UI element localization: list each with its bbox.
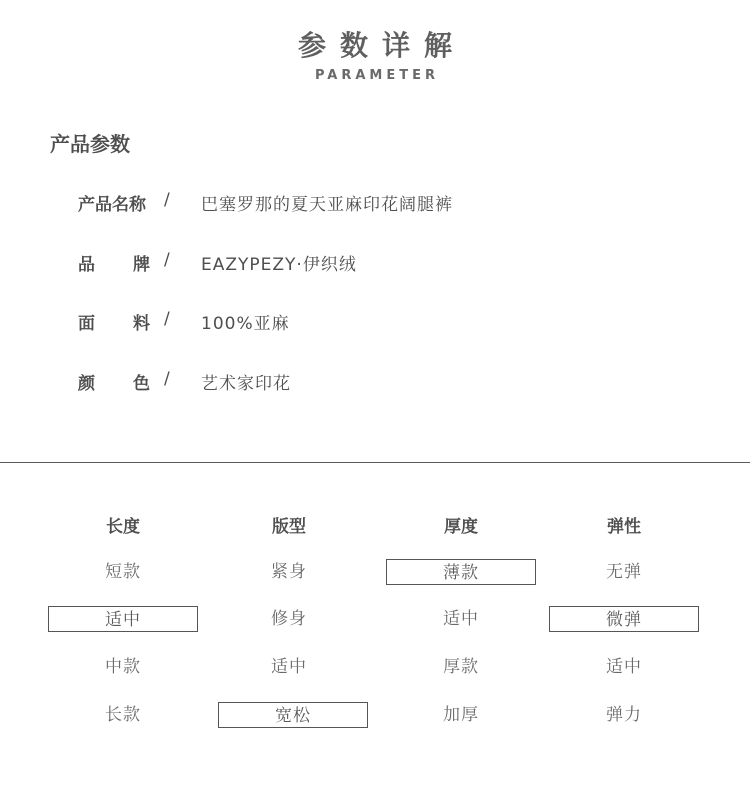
- param-label-fabric-char-1: 面: [78, 314, 95, 334]
- attribute-option-length-4: 长款: [105, 705, 141, 725]
- param-label-color: [78, 369, 150, 394]
- attribute-option-thickness-4: 加厚: [443, 705, 479, 725]
- param-label-brand: [78, 250, 150, 275]
- param-row-fabric: [78, 309, 718, 333]
- attribute-option-fit-3: 适中: [271, 657, 307, 677]
- attribute-heading-thickness: 厚度: [444, 517, 478, 537]
- attribute-heading-length: 长度: [106, 517, 140, 537]
- attribute-option-thickness-2: 适中: [443, 609, 479, 629]
- param-label-fabric: [78, 309, 150, 334]
- param-row-product-name: [78, 190, 718, 214]
- param-value-product-name: 巴塞罗那的夏天亚麻印花阔腿裤: [201, 195, 453, 215]
- attribute-heading-fit: 版型: [272, 517, 306, 537]
- param-label-brand-char-2: 牌: [133, 255, 150, 275]
- attribute-option-elasticity-4: 弹力: [606, 705, 642, 725]
- section-title-product-params: 产品参数: [50, 132, 130, 156]
- attribute-option-thickness-3: 厚款: [443, 657, 479, 677]
- attribute-option-thickness-1: 薄款: [386, 559, 536, 585]
- attribute-option-fit-4: 宽松: [218, 702, 368, 728]
- param-value-brand: EAZYPEZY·伊织绒: [201, 255, 357, 275]
- param-value-color: 艺术家印花: [201, 374, 291, 394]
- attribute-option-elasticity-2: 微弹: [549, 606, 699, 632]
- param-label-product-name: 产品名称: [78, 195, 146, 215]
- param-separator: /: [164, 369, 170, 389]
- param-separator: /: [164, 309, 170, 329]
- param-label-color-char-2: 色: [133, 374, 150, 394]
- param-label-color-char-1: 颜: [78, 374, 95, 394]
- param-value-fabric: 100%亚麻: [201, 314, 290, 334]
- attribute-option-fit-2: 修身: [271, 609, 307, 629]
- attribute-option-length-3: 中款: [105, 657, 141, 677]
- param-separator: /: [164, 250, 170, 270]
- section-divider: [0, 462, 750, 463]
- param-label-fabric-char-2: 料: [133, 314, 150, 334]
- page-title: 参数详解: [297, 29, 466, 62]
- attribute-heading-elasticity: 弹性: [607, 517, 641, 537]
- page-subtitle: PARAMETER: [314, 68, 440, 83]
- attribute-option-length-1: 短款: [105, 562, 141, 582]
- param-label-brand-char-1: 品: [78, 255, 95, 275]
- attribute-option-elasticity-3: 适中: [606, 657, 642, 677]
- attribute-option-fit-1: 紧身: [271, 562, 307, 582]
- attribute-option-elasticity-1: 无弹: [606, 562, 642, 582]
- param-row-color: [78, 369, 718, 393]
- param-row-brand: [78, 250, 718, 274]
- param-separator: /: [164, 190, 170, 210]
- attribute-option-length-2: 适中: [48, 606, 198, 632]
